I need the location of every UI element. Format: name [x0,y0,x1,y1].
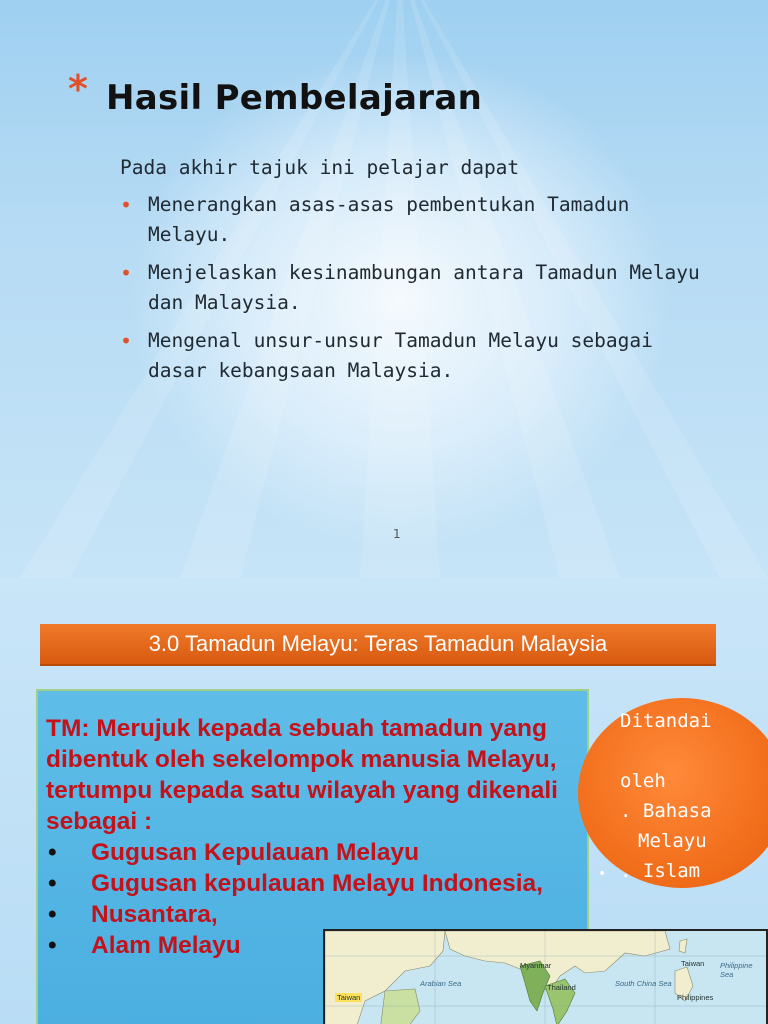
map-graphic [325,931,768,1024]
bullet-icon: • [120,193,133,217]
bullet-icon: • [48,870,57,897]
list-item: • Alam Melayu [48,932,241,959]
list-item: • Gugusan kepulauan Melayu Indonesia, [48,870,543,897]
map-label: Taiwan [337,993,361,1002]
bullet-icon: • [120,261,133,285]
circle-line: . Bahasa [620,800,712,822]
definition-text: TM: Merujuk kepada sebuah tamadun yang dibentuk oleh sekelompok manusia Melayu, tertumpu kepada satu wilayah yang dikenali sebagai : [46,715,558,835]
map-label: Philippine Sea [720,961,753,979]
bullet-icon: • [48,839,57,866]
banner-title: 3.0 Tamadun Melayu: Teras Tamadun Malaysia [148,631,608,656]
bullet-icon: • [48,932,57,959]
slide-number: 1 [393,527,401,541]
map-label: Arabian Sea [420,979,462,988]
circle-line: Ditandai [620,710,712,732]
bullet-icon: • [120,329,133,353]
characteristics-text [620,706,760,886]
circle-line: . Islam [620,860,701,882]
slide-2 [0,578,768,1024]
map-label: Thailand [547,983,576,992]
map-label: Philippines [677,993,714,1002]
map-label: Myanmar [520,961,552,970]
circle-line: Melayu [638,830,707,852]
intro-text: Pada akhir tajuk ini pelajar dapat [120,156,520,179]
map-label: Taiwan [681,959,705,968]
title-star-icon: * [68,67,88,111]
map-label: South China Sea [615,979,672,988]
objectives-list [120,190,720,394]
circle-bullet-icon: • [598,866,607,882]
circle-line: oleh [620,770,666,792]
list-item: • Mengenal unsur-unsur Tamadun Melayu sebagai dasar kebangsaan Malaysia. [120,326,720,386]
bullet-icon: • [48,901,57,928]
region-map [323,929,768,1024]
slide-title: Hasil Pembelajaran [106,78,483,118]
list-item: • Menerangkan asas-asas pembentukan Tamadun Melayu. [120,190,720,250]
list-item: • Gugusan Kepulauan Melayu [48,839,420,866]
list-item: • Nusantara, [48,901,218,928]
section-banner [40,624,716,666]
list-item: • Menjelaskan kesinambungan antara Tamadun Melayu dan Malaysia. [120,258,720,318]
